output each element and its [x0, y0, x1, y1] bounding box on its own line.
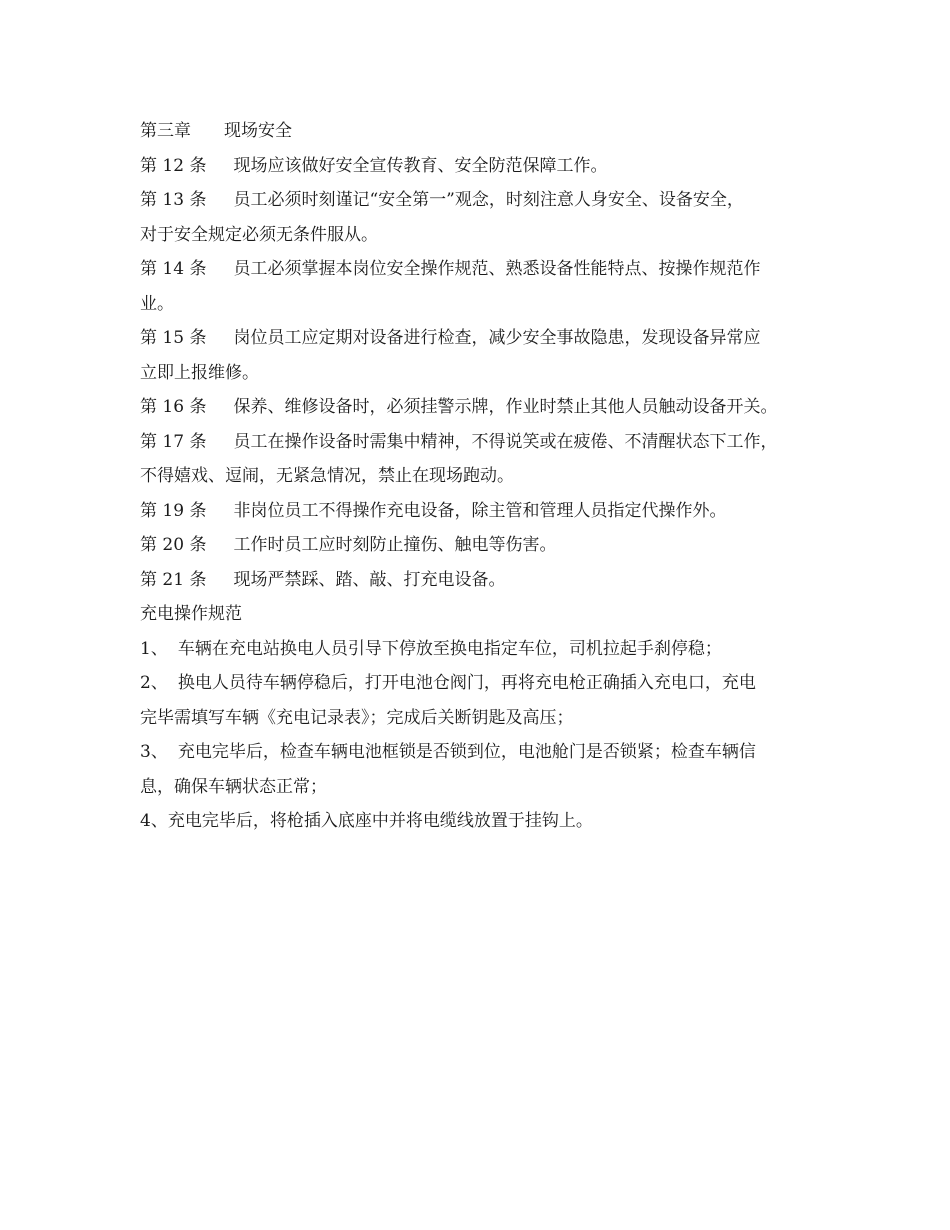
article-number: 第 15 条: [140, 328, 207, 348]
step-number: 3、: [140, 742, 168, 762]
article: [140, 321, 830, 390]
article-text: 非岗位员工不得操作充电设备，除主管和管理人员指定代操作外。: [233, 500, 727, 521]
article-text: 员工必须时刻谨记“安全第一”观念，时刻注意人身安全、设备安全，: [233, 190, 744, 210]
article: [140, 528, 830, 563]
article-number: 第 13 条: [140, 190, 207, 210]
procedure-step: [140, 632, 830, 667]
step-number: 1、: [140, 638, 168, 659]
article: [140, 425, 830, 494]
step-number: 2、: [140, 673, 168, 693]
article-text: 现场严禁踩、踏、敲、打充电设备。: [233, 569, 506, 590]
article-text: 业。: [140, 293, 174, 314]
article-text: 员工在操作设备时需集中精神，不得说笑或在疲倦、不清醒状态下工作，: [233, 431, 778, 452]
article-text: 对于安全规定必须无条件服从。: [140, 224, 378, 245]
article: [140, 252, 830, 321]
step-text: 换电人员待车辆停稳后，打开电池仓阀门，再将充电枪正确插入充电口，充电: [177, 673, 756, 693]
article-number: 第 21 条: [140, 569, 207, 590]
step-text: 车辆在充电站换电人员引导下停放至换电指定车位，司机拉起手刹停稳；: [177, 638, 722, 659]
article-number: 第 17 条: [140, 431, 207, 452]
chapter-title: 现场安全: [224, 121, 292, 141]
document-page: [140, 114, 830, 839]
step-text: 息，确保车辆状态正常；: [140, 776, 327, 797]
article-number: 第 16 条: [140, 397, 207, 417]
article-number: 第 19 条: [140, 500, 207, 521]
procedure-step: [140, 804, 830, 839]
step-text: 完毕需填写车辆《充电记录表》；完成后关断钥匙及高压；: [140, 707, 574, 728]
step-text: 充电完毕后，将枪插入底座中并将电缆线放置于挂钩上。: [167, 811, 593, 831]
procedure-step: [140, 666, 830, 735]
article: [140, 149, 830, 184]
article-number: 第 20 条: [140, 535, 207, 555]
article-text: 现场应该做好安全宣传教育、安全防范保障工作。: [233, 155, 608, 176]
article-text: 工作时员工应时刻防止撞伤、触电等伤害。: [233, 535, 557, 555]
article-number: 第 14 条: [140, 259, 207, 279]
chapter-label: 第三章: [140, 121, 191, 141]
article-number: 第 12 条: [140, 155, 207, 176]
article-text: 不得嬉戏、逗闹，无紧急情况，禁止在现场跑动。: [140, 466, 514, 486]
article: [140, 494, 830, 529]
chapter-heading: [140, 114, 830, 149]
article-text: 岗位员工应定期对设备进行检查，减少安全事故隐患，发现设备异常应: [233, 328, 761, 348]
article-text: 员工必须掌握本岗位安全操作规范、熟悉设备性能特点、按操作规范作: [233, 259, 761, 279]
procedure-step: [140, 735, 830, 804]
article: [140, 563, 830, 598]
article-text: 立即上报维修。: [140, 362, 259, 383]
article-text: 保养、维修设备时，必须挂警示牌，作业时禁止其他人员触动设备开关。: [233, 397, 778, 417]
article: [140, 390, 830, 425]
section-heading: 充电操作规范: [140, 604, 242, 624]
step-text: 充电完毕后，检查车辆电池框锁是否锁到位，电池舱门是否锁紧；检查车辆信: [177, 742, 756, 762]
step-number: 4、: [140, 811, 168, 831]
article: [140, 183, 830, 252]
